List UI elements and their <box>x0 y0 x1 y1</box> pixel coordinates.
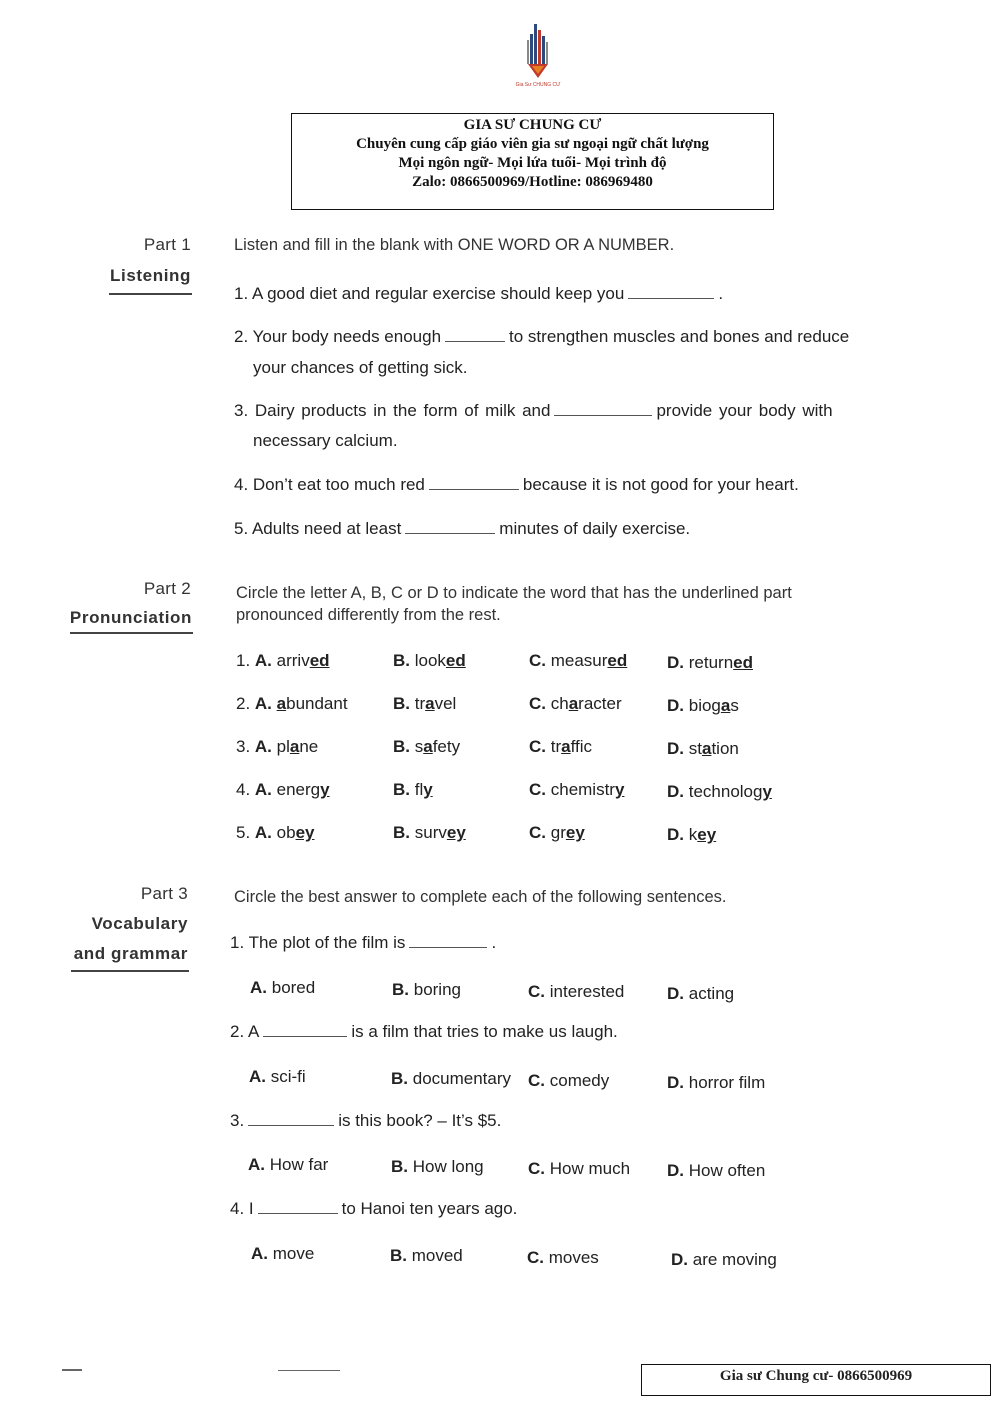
pron-option[interactable] <box>236 823 314 843</box>
question-number: 4. <box>236 780 255 799</box>
pron-option[interactable] <box>529 780 624 800</box>
underlined-part: y <box>423 780 433 799</box>
pron-option[interactable] <box>236 780 330 800</box>
pron-option[interactable] <box>529 694 622 714</box>
option-letter: D. <box>667 825 689 844</box>
pron-option[interactable] <box>667 782 772 802</box>
option-letter: A. <box>249 1067 271 1086</box>
part1-item-2 <box>234 327 849 347</box>
option-letter: C. <box>528 1071 550 1090</box>
part1-title: Listening <box>110 266 191 285</box>
item-text: 2. Your body needs enough <box>234 327 442 346</box>
part1-item-1 <box>234 284 723 304</box>
option-letter: D. <box>667 782 689 801</box>
answer-blank[interactable] <box>248 1113 334 1126</box>
option-letter: A. <box>254 651 277 670</box>
part1-item-2-cont: your chances of getting sick. <box>253 358 468 377</box>
option-text: move <box>272 1244 315 1263</box>
item-text: . <box>718 284 724 303</box>
part1-instruction: Listen and fill in the blank with ONE WORD OR A NUMBER. <box>234 236 675 254</box>
option-word-pre: energ <box>276 780 321 799</box>
option-word-pre: biog <box>688 696 721 715</box>
part2-label: Part 2 <box>143 579 191 598</box>
answer-option[interactable] <box>248 1155 328 1175</box>
option-letter: B. <box>393 737 415 756</box>
header-line-2: Chuyên cung cấp giáo viên gia sư ngoại ngữ chất lượng <box>356 136 709 152</box>
underlined-part: a <box>289 737 300 756</box>
option-letter: D. <box>667 984 689 1003</box>
option-letter: B. <box>393 780 415 799</box>
underlined-part: ed <box>607 651 628 670</box>
underlined-part: a <box>720 696 731 715</box>
option-word-post: racter <box>578 694 622 713</box>
logo <box>515 22 561 92</box>
pron-option[interactable] <box>393 780 433 800</box>
item-text: 1. A good diet and regular exercise should keep you <box>234 284 625 303</box>
pron-option[interactable] <box>236 651 330 671</box>
part1-item-3-cont: necessary calcium. <box>253 431 398 450</box>
answer-blank[interactable] <box>409 935 487 948</box>
option-letter: C. <box>528 1159 550 1178</box>
option-text: sci-fi <box>270 1067 306 1086</box>
pron-option[interactable] <box>393 823 466 843</box>
option-text: How much <box>549 1159 631 1178</box>
underlined-part: ey <box>565 823 585 842</box>
option-letter: C. <box>529 694 551 713</box>
option-text: How far <box>269 1155 329 1174</box>
question-number: 3. <box>236 737 255 756</box>
item-text: provide your body with <box>656 401 833 420</box>
underlined-part: ed <box>733 653 753 672</box>
answer-blank[interactable] <box>263 1024 347 1037</box>
option-letter: A. <box>254 823 277 842</box>
option-letter: D. <box>667 1161 689 1180</box>
question-text: 1. The plot of the film is <box>230 933 406 952</box>
pron-option[interactable] <box>529 823 585 843</box>
option-word-post: s <box>730 696 739 715</box>
question-text: 2. A <box>230 1022 260 1041</box>
underlined-part: y <box>762 782 772 801</box>
vocab-question <box>230 1199 517 1219</box>
pron-option[interactable] <box>667 653 753 673</box>
option-letter: B. <box>391 1069 413 1088</box>
question-text: is a film that tries to make us laugh. <box>351 1022 618 1041</box>
option-text: horror film <box>688 1073 766 1092</box>
option-word-post: fety <box>432 737 461 756</box>
underlined-part: ey <box>446 823 466 842</box>
item-text: because it is not good for your heart. <box>522 475 799 494</box>
option-word-pre: pl <box>276 737 290 756</box>
part2-instruction-1: Circle the letter A, B, C or D to indicate the word that has the underlined part <box>236 584 792 602</box>
pron-option[interactable] <box>529 651 627 671</box>
option-text: comedy <box>549 1071 610 1090</box>
underlined-part: a <box>425 694 435 713</box>
underlined-part: ed <box>309 651 330 670</box>
answer-blank[interactable] <box>258 1201 338 1214</box>
question-text: to Hanoi ten years ago. <box>341 1199 518 1218</box>
answer-option[interactable] <box>528 982 624 1002</box>
option-text: moved <box>411 1246 463 1265</box>
answer-option[interactable] <box>671 1250 777 1270</box>
option-word-pre: ob <box>276 823 296 842</box>
option-letter: A. <box>254 694 277 713</box>
answer-blank[interactable] <box>554 403 652 416</box>
answer-option[interactable] <box>249 1067 306 1087</box>
underlined-part: ey <box>295 823 315 842</box>
part3-title-line-1: Vocabulary <box>91 914 188 933</box>
option-word-pre: surv <box>414 823 447 842</box>
underlined-part: a <box>701 739 712 758</box>
option-letter: A. <box>254 737 277 756</box>
option-word-pre: look <box>414 651 446 670</box>
option-word-pre: measur <box>550 651 608 670</box>
option-text: acting <box>688 984 735 1003</box>
option-letter: B. <box>393 823 415 842</box>
part1-divider <box>109 293 192 295</box>
item-text: minutes of daily exercise. <box>499 519 691 538</box>
option-text: documentary <box>412 1069 512 1088</box>
scan-mark <box>278 1370 340 1371</box>
answer-option[interactable] <box>667 1073 765 1093</box>
option-letter: C. <box>529 737 551 756</box>
option-word-pre: k <box>688 825 698 844</box>
pron-option[interactable] <box>393 694 456 714</box>
header-line-4: Zalo: 0866500969/Hotline: 086969480 <box>412 174 653 190</box>
part1-item-4 <box>234 475 799 495</box>
underlined-part: y <box>614 780 625 799</box>
answer-option[interactable] <box>390 1246 463 1266</box>
option-letter: C. <box>529 823 551 842</box>
part3-label: Part 3 <box>140 884 188 903</box>
option-letter: D. <box>667 696 689 715</box>
underlined-part: ey <box>697 825 717 844</box>
underlined-part: a <box>276 694 287 713</box>
option-letter: A. <box>251 1244 273 1263</box>
option-word-pre: chemistr <box>550 780 615 799</box>
part2-divider <box>70 632 193 634</box>
option-word-post: vel <box>434 694 457 713</box>
option-letter: A. <box>250 978 272 997</box>
answer-option[interactable] <box>667 984 734 1004</box>
vocab-question <box>230 1022 618 1042</box>
part3-title-line-2: and grammar <box>73 944 188 963</box>
header-line-1: GIA SƯ CHUNG CƯ <box>463 117 602 133</box>
option-word-pre: ch <box>550 694 569 713</box>
option-letter: D. <box>667 1073 689 1092</box>
part2-title: Pronunciation <box>69 608 192 627</box>
question-number: 5. <box>236 823 255 842</box>
header-box <box>291 113 774 210</box>
answer-option[interactable] <box>527 1248 599 1268</box>
part3-instruction: Circle the best answer to complete each of the following sentences. <box>234 888 727 906</box>
option-word-pre: arriv <box>276 651 310 670</box>
option-text: bored <box>271 978 316 997</box>
part2-instruction-2: pronounced differently from the rest. <box>236 606 501 624</box>
answer-option[interactable] <box>528 1071 609 1091</box>
option-text: How often <box>688 1161 766 1180</box>
question-text: is this book? – It’s $5. <box>338 1111 502 1130</box>
item-text: to strengthen muscles and bones and reduce <box>509 327 850 346</box>
answer-option[interactable] <box>528 1159 630 1179</box>
option-letter: D. <box>667 653 689 672</box>
question-text: . <box>491 933 497 952</box>
underlined-part: a <box>423 737 433 756</box>
option-word-pre: st <box>688 739 702 758</box>
option-letter: A. <box>254 780 277 799</box>
option-text: boring <box>413 980 461 999</box>
option-letter: C. <box>529 651 551 670</box>
option-word-pre: gr <box>550 823 566 842</box>
pron-option[interactable] <box>393 651 466 671</box>
pron-option[interactable] <box>236 694 348 714</box>
option-letter: D. <box>671 1250 693 1269</box>
logo-caption: Gia Sư CHUNG CƯ <box>515 82 561 88</box>
option-letter: A. <box>248 1155 270 1174</box>
pron-option[interactable] <box>393 737 460 757</box>
answer-option[interactable] <box>251 1244 314 1264</box>
option-letter: B. <box>390 1246 412 1265</box>
option-letter: C. <box>527 1248 549 1267</box>
option-letter: D. <box>667 739 689 758</box>
pron-option[interactable] <box>236 737 318 757</box>
scan-mark <box>62 1369 82 1371</box>
pron-option[interactable] <box>667 696 739 716</box>
underlined-part: a <box>561 737 571 756</box>
option-word-pre: fl <box>414 780 424 799</box>
question-number: 1. <box>236 651 255 670</box>
pron-option[interactable] <box>667 825 716 845</box>
question-text: 4. I <box>230 1199 254 1218</box>
option-word-post: bundant <box>286 694 348 713</box>
part3-divider <box>71 970 189 972</box>
option-word-post: ne <box>299 737 319 756</box>
header-line-3: Mọi ngôn ngữ- Mọi lứa tuổi- Mọi trình độ <box>398 155 667 171</box>
answer-blank[interactable] <box>429 477 519 490</box>
option-text: moves <box>548 1248 599 1267</box>
option-letter: C. <box>529 780 551 799</box>
option-text: How long <box>412 1157 484 1176</box>
part1-item-5 <box>234 519 690 539</box>
pron-option[interactable] <box>667 739 739 759</box>
item-text: 3. Dairy products in the form of milk and <box>234 401 551 420</box>
item-text: 5. Adults need at least <box>234 519 402 538</box>
answer-option[interactable] <box>391 1157 484 1177</box>
option-word-pre: technolog <box>688 782 763 801</box>
answer-option[interactable] <box>250 978 315 998</box>
answer-option[interactable] <box>392 980 461 1000</box>
option-word-post: tion <box>711 739 739 758</box>
part1-item-3 <box>234 401 833 421</box>
underlined-part: a <box>568 694 579 713</box>
answer-option[interactable] <box>667 1161 765 1181</box>
option-word-post: ffic <box>570 737 593 756</box>
option-text: are moving <box>692 1250 777 1269</box>
answer-blank[interactable] <box>405 521 495 534</box>
question-text: 3. <box>230 1111 245 1130</box>
vocab-question <box>230 933 496 953</box>
answer-blank[interactable] <box>628 286 714 299</box>
item-text: 4. Don’t eat too much red <box>234 475 425 494</box>
option-text: interested <box>549 982 625 1001</box>
option-letter: B. <box>392 980 414 999</box>
option-letter: C. <box>528 982 550 1001</box>
option-word-pre: tr <box>550 737 562 756</box>
underlined-part: y <box>320 780 330 799</box>
option-letter: B. <box>391 1157 413 1176</box>
pencils-logo-icon <box>518 22 558 82</box>
part1-label: Part 1 <box>143 235 191 254</box>
footer-box: Gia sư Chung cư- 0866500969 <box>641 1364 991 1396</box>
option-word-pre: s <box>414 737 424 756</box>
vocab-question <box>230 1111 501 1131</box>
option-word-pre: return <box>688 653 734 672</box>
option-letter: B. <box>393 651 415 670</box>
option-word-pre: tr <box>414 694 426 713</box>
option-letter: B. <box>393 694 415 713</box>
underlined-part: ed <box>445 651 466 670</box>
answer-option[interactable] <box>391 1069 511 1089</box>
pron-option[interactable] <box>529 737 592 757</box>
answer-blank[interactable] <box>445 329 505 342</box>
question-number: 2. <box>236 694 255 713</box>
